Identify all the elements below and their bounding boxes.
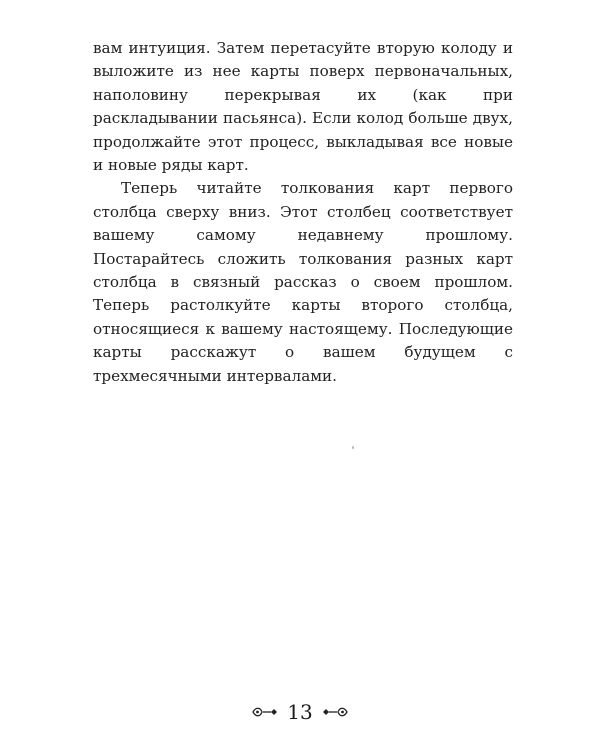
page-number: 13 — [287, 700, 313, 724]
paragraph-reading-instructions: Теперь читайте толкования карт первого столбца сверху вниз. Этот столбец соответствует вашему самому недавнему прошлому. Постарайтесь сложить толкования разных карт столбца в связный рассказ о своем прошлом. Теперь растолкуйте карты второго столбца, относящиеся к вашему настоящему. Последующие карты расскажут о вашем будущем с трехмесячными интервалами. — [93, 179, 513, 385]
right-ornament-icon — [321, 706, 349, 718]
body-text — [93, 37, 513, 388]
paper-speck — [352, 446, 354, 449]
page-folio — [0, 700, 600, 724]
left-ornament-icon — [251, 706, 279, 718]
paragraph-continuation: вам интуиция. Затем перетасуйте вторую колоду и выложите из нее карты поверх первоначальных, наполовину перекрывая их (как при раскладывании пасьянса). Если колод больше двух, продолжайте этот процесс, выкладывая все новые и новые ряды карт. — [93, 39, 513, 175]
